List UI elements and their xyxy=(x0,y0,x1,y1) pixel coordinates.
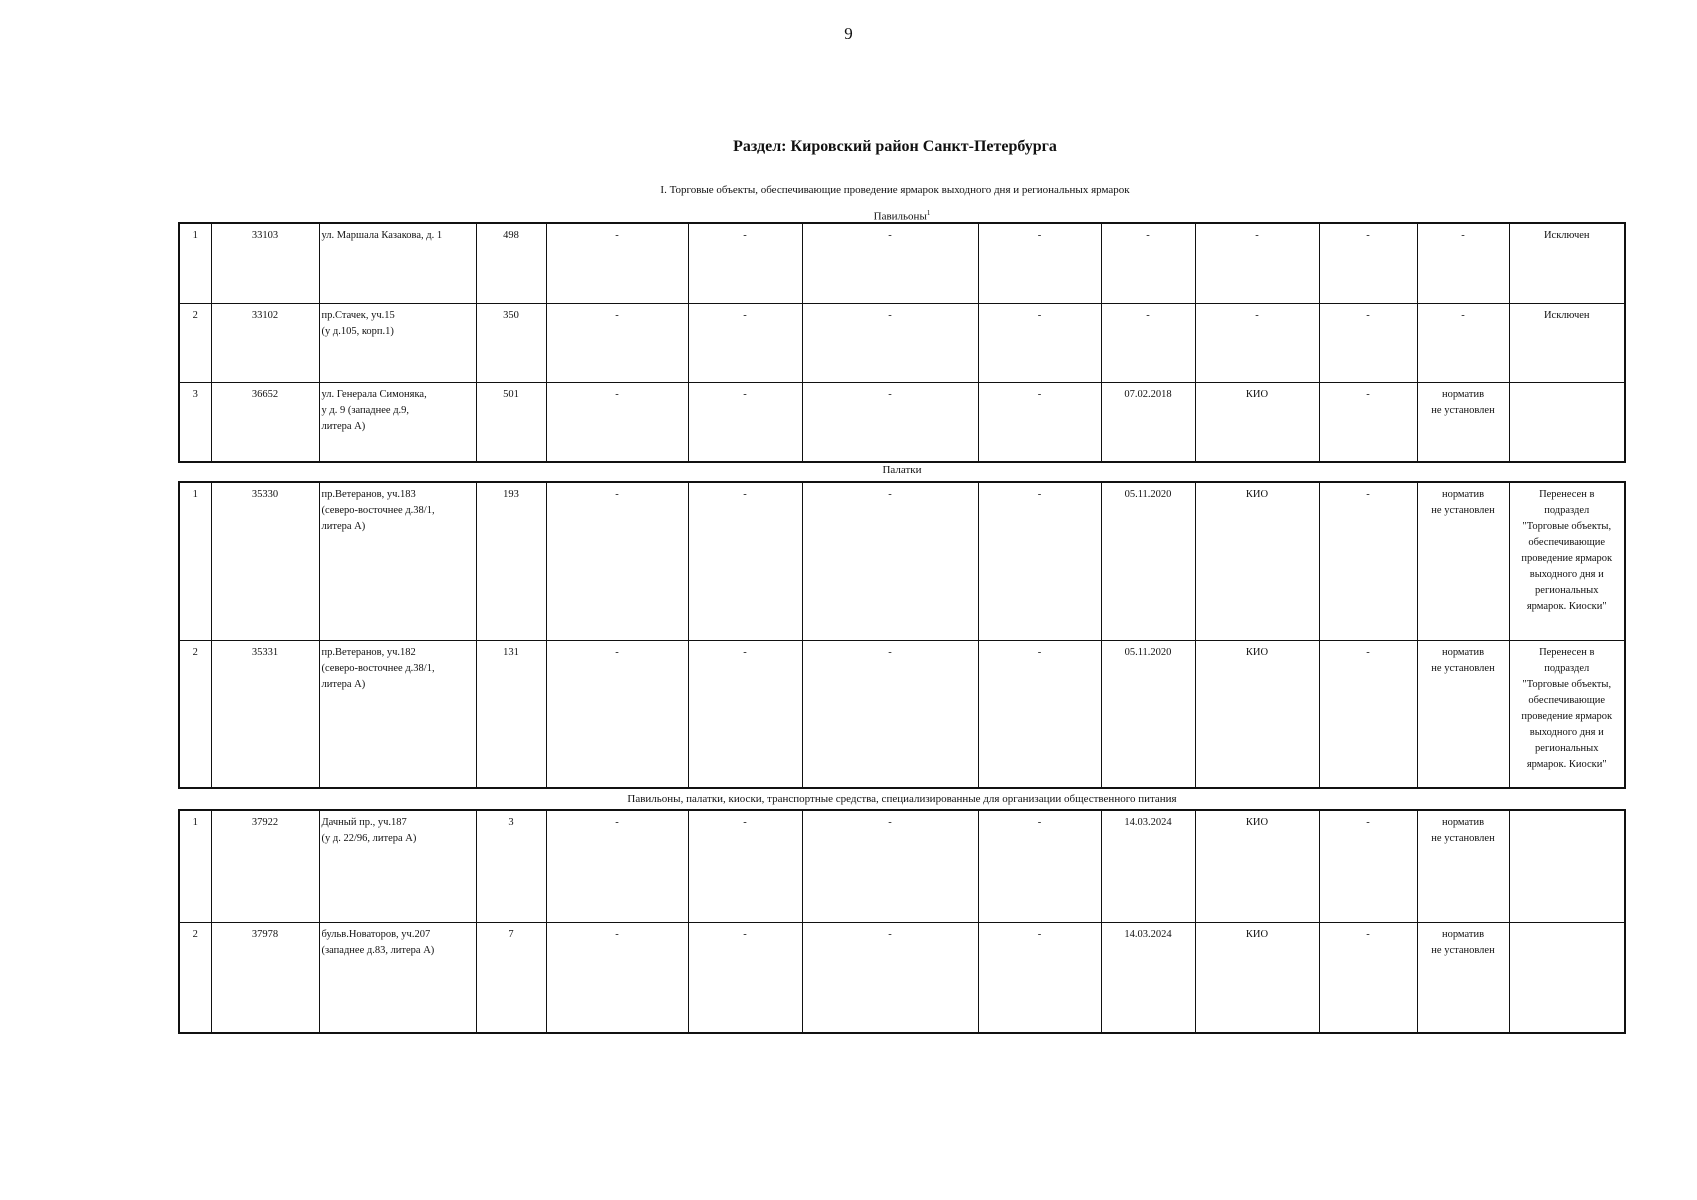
group-caption-text: Павильоны xyxy=(873,210,927,223)
group-caption xyxy=(178,792,1626,806)
cell-date: - xyxy=(1101,223,1195,303)
section-title: Раздел: Кировский район Санкт-Петербурга xyxy=(733,138,1057,155)
data-table xyxy=(178,222,1626,463)
cell-n: 1 xyxy=(179,223,211,303)
table-row xyxy=(179,223,1625,303)
cell-c6: - xyxy=(688,223,802,303)
cell-address: Дачный пр., уч.187 (у д. 22/96, литера А) xyxy=(319,810,476,922)
cell-org: - xyxy=(1195,303,1319,382)
cell-c8: - xyxy=(978,922,1101,1033)
cell-c11: - xyxy=(1319,810,1417,922)
cell-address: пр.Стачек, уч.15 (у д.105, корп.1) xyxy=(319,303,476,382)
cell-note: Исключен xyxy=(1509,303,1625,382)
cell-c6: - xyxy=(688,810,802,922)
cell-id: 35331 xyxy=(211,640,319,788)
cell-date: 14.03.2024 xyxy=(1101,922,1195,1033)
cell-c8: - xyxy=(978,382,1101,462)
cell-c8: - xyxy=(978,810,1101,922)
cell-c11: - xyxy=(1319,922,1417,1033)
cell-org: КИО xyxy=(1195,482,1319,640)
cell-area: 501 xyxy=(476,382,546,462)
table-row xyxy=(179,810,1625,922)
cell-date: 05.11.2020 xyxy=(1101,640,1195,788)
cell-id: 37922 xyxy=(211,810,319,922)
table-row xyxy=(179,482,1625,640)
cell-area: 498 xyxy=(476,223,546,303)
cell-date: - xyxy=(1101,303,1195,382)
cell-org: КИО xyxy=(1195,810,1319,922)
cell-org: - xyxy=(1195,223,1319,303)
cell-c11: - xyxy=(1319,303,1417,382)
cell-org: КИО xyxy=(1195,922,1319,1033)
cell-c6: - xyxy=(688,382,802,462)
cell-c7: - xyxy=(802,382,978,462)
cell-normative: - xyxy=(1417,223,1509,303)
cell-date: 14.03.2024 xyxy=(1101,810,1195,922)
cell-normative: норматив не установлен xyxy=(1417,640,1509,788)
table-row xyxy=(179,640,1625,788)
cell-c7: - xyxy=(802,482,978,640)
cell-c5: - xyxy=(546,640,688,788)
cell-c8: - xyxy=(978,640,1101,788)
cell-address: ул. Генерала Симоняка, у д. 9 (западнее д.9, литера А) xyxy=(319,382,476,462)
cell-address: пр.Ветеранов, уч.183 (северо-восточнее д.38/1, литера А) xyxy=(319,482,476,640)
cell-note: Исключен xyxy=(1509,223,1625,303)
cell-c7: - xyxy=(802,303,978,382)
cell-c5: - xyxy=(546,223,688,303)
footnote-mark: 1 xyxy=(926,209,931,217)
cell-c5: - xyxy=(546,382,688,462)
cell-c5: - xyxy=(546,303,688,382)
data-table xyxy=(178,809,1626,1034)
cell-c7: - xyxy=(802,810,978,922)
cell-c5: - xyxy=(546,810,688,922)
cell-org: КИО xyxy=(1195,382,1319,462)
group-caption-text: Павильоны, палатки, киоски, транспортные средства, специализированные для организации общественного питания xyxy=(627,793,1177,805)
page-number: 9 xyxy=(844,24,853,43)
cell-area: 193 xyxy=(476,482,546,640)
cell-n: 1 xyxy=(179,482,211,640)
cell-n: 3 xyxy=(179,382,211,462)
cell-c6: - xyxy=(688,922,802,1033)
cell-normative: норматив не установлен xyxy=(1417,382,1509,462)
subsection-title: I. Торговые объекты, обеспечивающие проведение ярмарок выходного дня и региональных ярмарок xyxy=(660,184,1130,196)
cell-date: 07.02.2018 xyxy=(1101,382,1195,462)
group-caption xyxy=(178,206,1626,224)
group-caption xyxy=(178,463,1626,477)
cell-area: 131 xyxy=(476,640,546,788)
table-row xyxy=(179,922,1625,1033)
cell-id: 35330 xyxy=(211,482,319,640)
cell-id: 37978 xyxy=(211,922,319,1033)
cell-c11: - xyxy=(1319,640,1417,788)
cell-address: пр.Ветеранов, уч.182 (северо-восточнее д.38/1, литера А) xyxy=(319,640,476,788)
cell-c6: - xyxy=(688,640,802,788)
cell-c8: - xyxy=(978,482,1101,640)
cell-id: 33102 xyxy=(211,303,319,382)
cell-address: ул. Маршала Казакова, д. 1 xyxy=(319,223,476,303)
cell-c8: - xyxy=(978,223,1101,303)
cell-area: 3 xyxy=(476,810,546,922)
cell-normative: норматив не установлен xyxy=(1417,482,1509,640)
cell-n: 1 xyxy=(179,810,211,922)
cell-id: 33103 xyxy=(211,223,319,303)
cell-c11: - xyxy=(1319,382,1417,462)
cell-n: 2 xyxy=(179,640,211,788)
cell-note: Перенесен в подраздел "Торговые объекты, обеспечивающие проведение ярмарок выходного дня и региональных ярмарок. Киоски" xyxy=(1509,482,1625,640)
cell-id: 36652 xyxy=(211,382,319,462)
cell-c5: - xyxy=(546,482,688,640)
cell-c8: - xyxy=(978,303,1101,382)
group-caption-text: Палатки xyxy=(882,464,922,476)
cell-c11: - xyxy=(1319,482,1417,640)
cell-address: бульв.Новаторов, уч.207 (западнее д.83, литера А) xyxy=(319,922,476,1033)
cell-note xyxy=(1509,810,1625,922)
data-table xyxy=(178,481,1626,789)
cell-area: 350 xyxy=(476,303,546,382)
cell-note xyxy=(1509,382,1625,462)
table-row xyxy=(179,303,1625,382)
cell-c7: - xyxy=(802,922,978,1033)
cell-n: 2 xyxy=(179,303,211,382)
cell-note: Перенесен в подраздел "Торговые объекты, обеспечивающие проведение ярмарок выходного дня и региональных ярмарок. Киоски" xyxy=(1509,640,1625,788)
cell-date: 05.11.2020 xyxy=(1101,482,1195,640)
cell-c6: - xyxy=(688,303,802,382)
cell-c7: - xyxy=(802,223,978,303)
cell-c11: - xyxy=(1319,223,1417,303)
cell-normative: норматив не установлен xyxy=(1417,810,1509,922)
cell-n: 2 xyxy=(179,922,211,1033)
cell-note xyxy=(1509,922,1625,1033)
cell-c6: - xyxy=(688,482,802,640)
table-row xyxy=(179,382,1625,462)
cell-normative: - xyxy=(1417,303,1509,382)
cell-normative: норматив не установлен xyxy=(1417,922,1509,1033)
cell-c5: - xyxy=(546,922,688,1033)
cell-c7: - xyxy=(802,640,978,788)
cell-area: 7 xyxy=(476,922,546,1033)
cell-org: КИО xyxy=(1195,640,1319,788)
